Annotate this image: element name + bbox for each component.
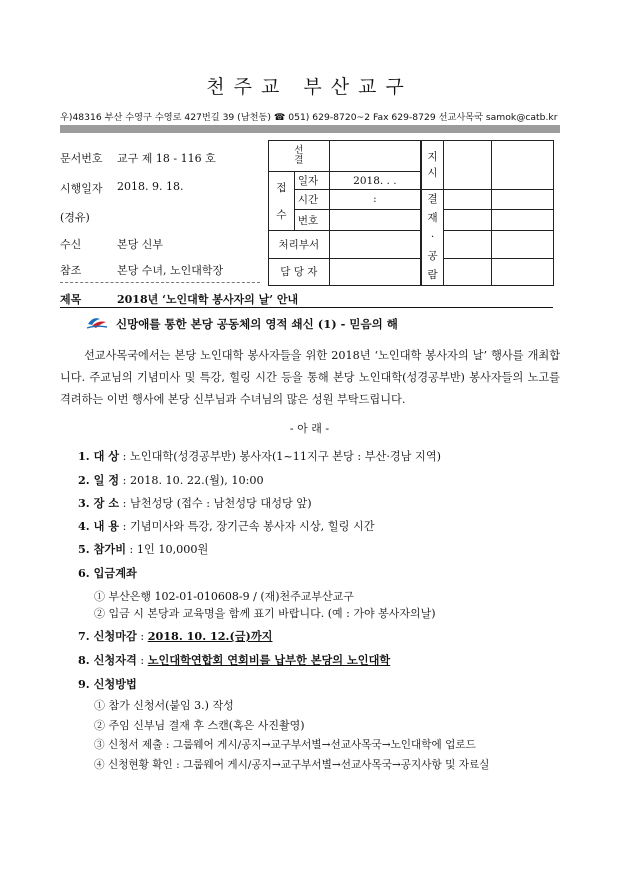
item-9-label: 9. 신청방법 <box>78 677 137 691</box>
item-8 <box>78 652 390 668</box>
jisi-label: 지시 <box>427 151 438 179</box>
doc-no-value: 교구 제 18 - 116 호 <box>117 152 216 165</box>
damdang-cell <box>269 258 330 285</box>
item-5 <box>78 541 208 557</box>
via-label: (경유) <box>60 211 90 224</box>
ref-label: 참조 <box>60 264 82 277</box>
below-heading: - 아 래 - <box>289 422 330 435</box>
item-4-value: : 기념미사와 특강, 장기근속 봉사자 시상, 힐링 시간 <box>119 520 375 533</box>
beonho-label: 번호 <box>297 214 319 227</box>
item-8-label: 8. 신청자격 <box>78 653 137 667</box>
item-7-label: 7. 신청마감 <box>78 629 137 643</box>
item-3-label: 3. 장 소 <box>78 496 120 510</box>
seon-gyeol-label: 선결 <box>294 145 304 166</box>
item-7 <box>78 628 272 644</box>
date-label: 시행일자 <box>60 182 103 195</box>
item-8-value: 노인대학연합회 연회비를 납부한 본당의 노인대학 <box>147 653 391 667</box>
item-9-step-4: ④ 신청현황 확인 : 그룹웨어 게시/공지→교구부서별→선교사목국→공지사항 및 자료실 <box>94 759 490 771</box>
meta-divider <box>60 282 260 283</box>
subject-rule <box>60 307 553 308</box>
subject-label: 제목 <box>60 293 82 306</box>
item-2-value: : 2018. 10. 22.(월), 10:00 <box>119 474 264 487</box>
jisi-cell <box>422 141 444 190</box>
document-title: 천주교 부산교구 <box>206 76 413 98</box>
sigan-cell <box>294 190 329 210</box>
to-value: 본당 신부 <box>117 238 164 251</box>
doc-no-label: 문서번호 <box>60 152 103 165</box>
gyeoljae-cell <box>422 190 444 286</box>
item-8-sep: : <box>136 654 148 667</box>
damdang-label: 담 당 자 <box>280 266 318 279</box>
to-label: 수신 <box>60 238 82 251</box>
item-5-value: : 1인 10,000원 <box>126 543 209 556</box>
item-7-value: 2018. 10. 12.(금)까지 <box>147 629 273 643</box>
item-7-sep: : <box>136 630 148 643</box>
cheori-label: 처리부서 <box>278 239 320 252</box>
item-3-value: : 남천성당 (접수 : 남천성당 대성당 앞) <box>119 497 312 510</box>
subject-value: 2018년 ‘노인대학 봉사자의 날’ 안내 <box>117 293 299 306</box>
header-divider <box>60 125 560 133</box>
beonho-cell <box>294 209 329 231</box>
jeop-su-cell <box>269 172 295 231</box>
item-6-label: 6. 입금계좌 <box>78 566 137 580</box>
time-value-cell <box>329 190 420 210</box>
body-paragraph: 선교사목국에서는 본당 노인대학 봉사자들을 위한 2018년 ‘노인대학 봉사자의 날’ 행사를 개최합니다. 주교님의 기념미사 및 특강, 힐링 시간 등을 통해 본당 노인대학(성경공부반) 봉사자들의 노고를 격려하는 이번 행사에 본당 신부님과 수녀님의 많은 성원 부탁드립니다. <box>60 349 560 406</box>
cheori-cell <box>269 231 330 258</box>
item-2-label: 2. 일 정 <box>78 473 120 487</box>
ref-value: 본당 수녀, 노인대학장 <box>117 264 224 277</box>
sigan-label: 시간 <box>297 193 319 206</box>
item-1 <box>78 448 441 464</box>
address-line: 우)48316 부산 수영구 수영로 427번길 39 (남천동) ☎ 051) 629-8720~2 Fax 629-8729 선교사목국 samok@catb.kr <box>60 112 558 123</box>
motto-text: 신망애를 통한 본당 공동체의 영적 쇄신 (1) - 믿음의 해 <box>116 317 398 331</box>
item-1-value: : 노인대학(성경공부반) 봉사자(1~11지구 본당 : 부산·경남 지역) <box>119 450 442 463</box>
date-value: 2018. 9. 18. <box>117 180 184 193</box>
item-6-account: ① 부산은행 102-01-010608-9 / (재)천주교부산교구 <box>94 590 354 603</box>
item-3 <box>78 495 312 511</box>
item-9-step-2: ② 주임 신부님 결재 후 스캔(혹은 사진촬영) <box>94 719 305 732</box>
gyeoljae-label: 결재·공람 <box>427 193 438 281</box>
diocese-logo-icon <box>86 314 108 330</box>
ilja-cell <box>294 172 329 190</box>
date-value-cell <box>329 172 420 190</box>
item-9-step-3: ③ 신청서 제출 : 그룹웨어 게시/공지→교구부서별→선교사목국→노인대학에 업로드 <box>94 739 476 751</box>
ilja-label: 일자 <box>297 175 319 187</box>
item-9-step-1: ① 참가 신청서(붙임 3.) 작성 <box>94 699 234 712</box>
receipt-date-value: 2018. . . <box>353 174 397 187</box>
receipt-approval-table <box>268 140 554 286</box>
item-6-note: ② 입금 시 본당과 교육명을 함께 표기 바랍니다. (예 : 가야 봉사자의날) <box>94 607 436 620</box>
jeop-label: 접 <box>276 182 287 195</box>
item-4-label: 4. 내 용 <box>78 519 120 533</box>
receipt-time-value: : <box>373 193 377 206</box>
item-1-label: 1. 대 상 <box>78 449 120 463</box>
item-2 <box>78 472 264 488</box>
su-label: 수 <box>276 209 287 222</box>
item-4 <box>78 518 375 534</box>
item-5-label: 5. 참가비 <box>78 542 126 556</box>
seon-gyeol-cell <box>269 141 330 172</box>
